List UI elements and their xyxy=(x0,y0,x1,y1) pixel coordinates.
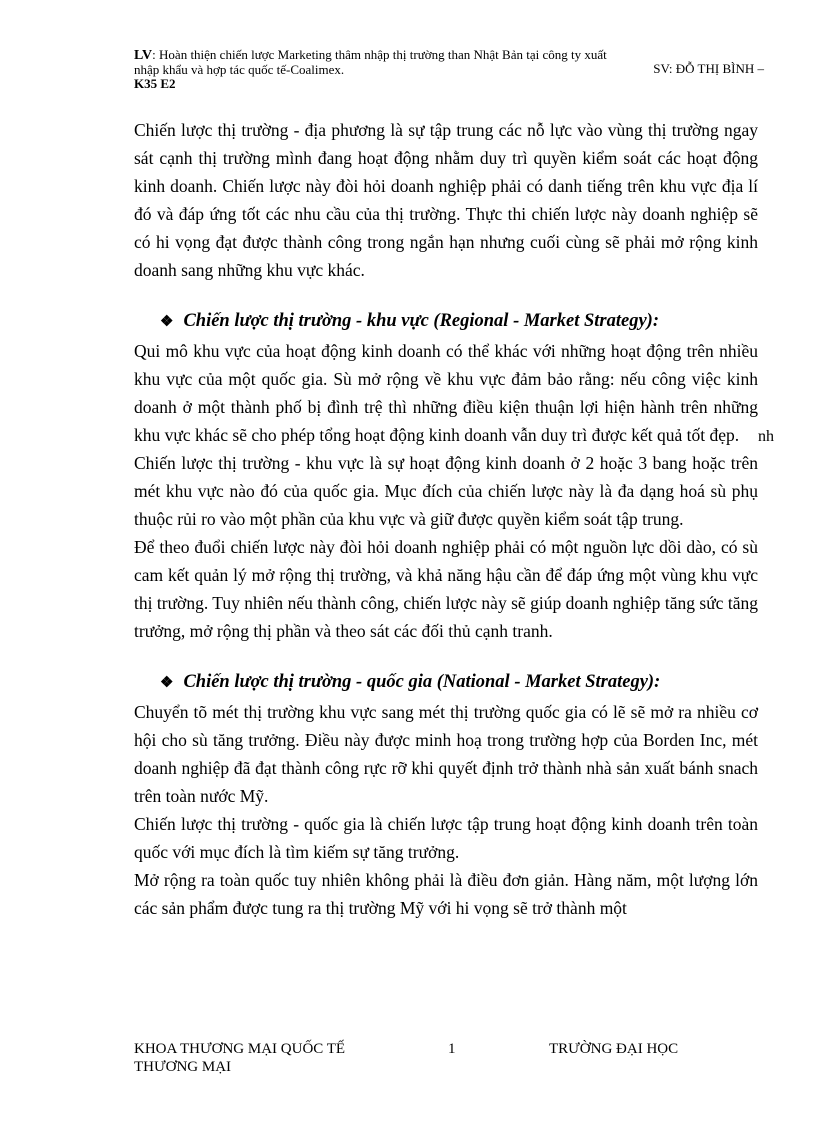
header-student: SV: ĐỖ THỊ BÌNH – xyxy=(653,61,764,76)
header-class-code: K35 E2 xyxy=(134,76,176,91)
heading-text: Chiến lược thị trường - quốc gia (National - Market Strategy): xyxy=(183,672,661,692)
diamond-bullet-icon: ❖ xyxy=(160,314,174,330)
paragraph: Chiến lược thị trường - khu vực là sự hoạt động kinh doanh ở 2 hoặc 3 bang hoặc trên mét khu vực nào đó của quốc gia. Mục đích của chiến lược này là đa dạng hoá sù phụ thuộc rủi ro vào một phần của khu vực và giữ được quyền kiểm soát tập trung. xyxy=(134,453,758,529)
document-body xyxy=(134,116,758,922)
section-heading-national xyxy=(160,667,758,698)
paragraph: Mở rộng ra toàn quốc tuy nhiên không phải là điều đơn giản. Hàng năm, một lượng lớn các sản phẩm được tung ra thị trường Mỹ với hi vọng sẽ trở thành một xyxy=(134,870,758,918)
page-header xyxy=(134,48,764,91)
paragraph: Chiến lược thị trường - quốc gia là chiến lược tập trung hoạt động kinh doanh trên toàn quốc với mục đích là tìm kiếm sự tăng trưởng. xyxy=(134,814,758,862)
header-title: : Hoàn thiện chiến lược Marketing thâm nhập thị trường than Nhật Bản tại công ty xuất xyxy=(152,47,607,62)
diamond-bullet-icon: ❖ xyxy=(160,675,174,691)
page-number: 1 xyxy=(448,1041,456,1057)
header-prefix: LV xyxy=(134,48,153,63)
paragraph: Qui mô khu vực của hoạt động kinh doanh có thể khác với những hoạt động trên nhiều khu vực của một quốc gia. Sù mở rộng về khu vực đảm bảo rằng: nếu công việc kinh doanh ở một thành phố bị đình trệ thì những điều kiện thuận lợi hiện hành trên những khu vực khác sẽ cho phép tổng hoạt động kinh doanh vẫn duy trì được kết quả tốt đẹp. xyxy=(134,341,758,445)
footer-university: TRƯỜNG ĐẠI HỌC xyxy=(549,1041,679,1057)
section-heading-regional xyxy=(160,306,758,337)
paragraph: Chuyển tõ mét thị trường khu vực sang mét thị trường quốc gia có lẽ sẽ mở ra nhiều cơ hội cho sù tăng trưởng. Điều này được minh hoạ trong trường hợp của Borden Inc, mét doanh nghiệp đã đạt thành công rực rỡ khi quyết định trở thành nhà sản xuất bánh snach trên toàn nước Mỹ. xyxy=(134,702,758,806)
stray-text: nh xyxy=(758,428,774,445)
paragraph: Để theo đuổi chiến lược này đòi hỏi doanh nghiệp phải có một nguồn lực dồi dào, có sù cam kết quản lý mở rộng thị trường, và khả năng hậu cần để đáp ứng một vùng khu vực thị trường. Tuy nhiên nếu thành công, chiến lược này sẽ giúp doanh nghiệp tăng sức tăng trưởng, mở rộng thị phần và theo sát các đối thủ cạnh tranh. xyxy=(134,537,758,641)
footer-faculty: KHOA THƯƠNG MẠI QUỐC TẾ THƯƠNG MẠI xyxy=(134,1041,346,1075)
header-line-2: nhập khẩu và hợp tác quốc tế-Coalimex. xyxy=(134,62,345,77)
paragraph: Chiến lược thị trường - địa phương là sự tập trung các nỗ lực vào vùng thị trường ngay sát cạnh thị trường mình đang hoạt động nhằm duy trì quyền kiểm soát các hoạt động kinh doanh. Chiến lược này đòi hỏi doanh nghiệp phải có danh tiếng trên khu vực địa lí đó và đáp ứng tốt các nhu cầu của thị trường. Thực thi chiến lược này doanh nghiệp sẽ có hi vọng đạt được thành công trong ngắn hạn nhưng cuối cùng sẽ phải mở rộng kinh doanh sang những khu vực khác. xyxy=(134,120,758,280)
heading-text: Chiến lược thị trường - khu vực (Regional - Market Strategy): xyxy=(183,311,659,331)
